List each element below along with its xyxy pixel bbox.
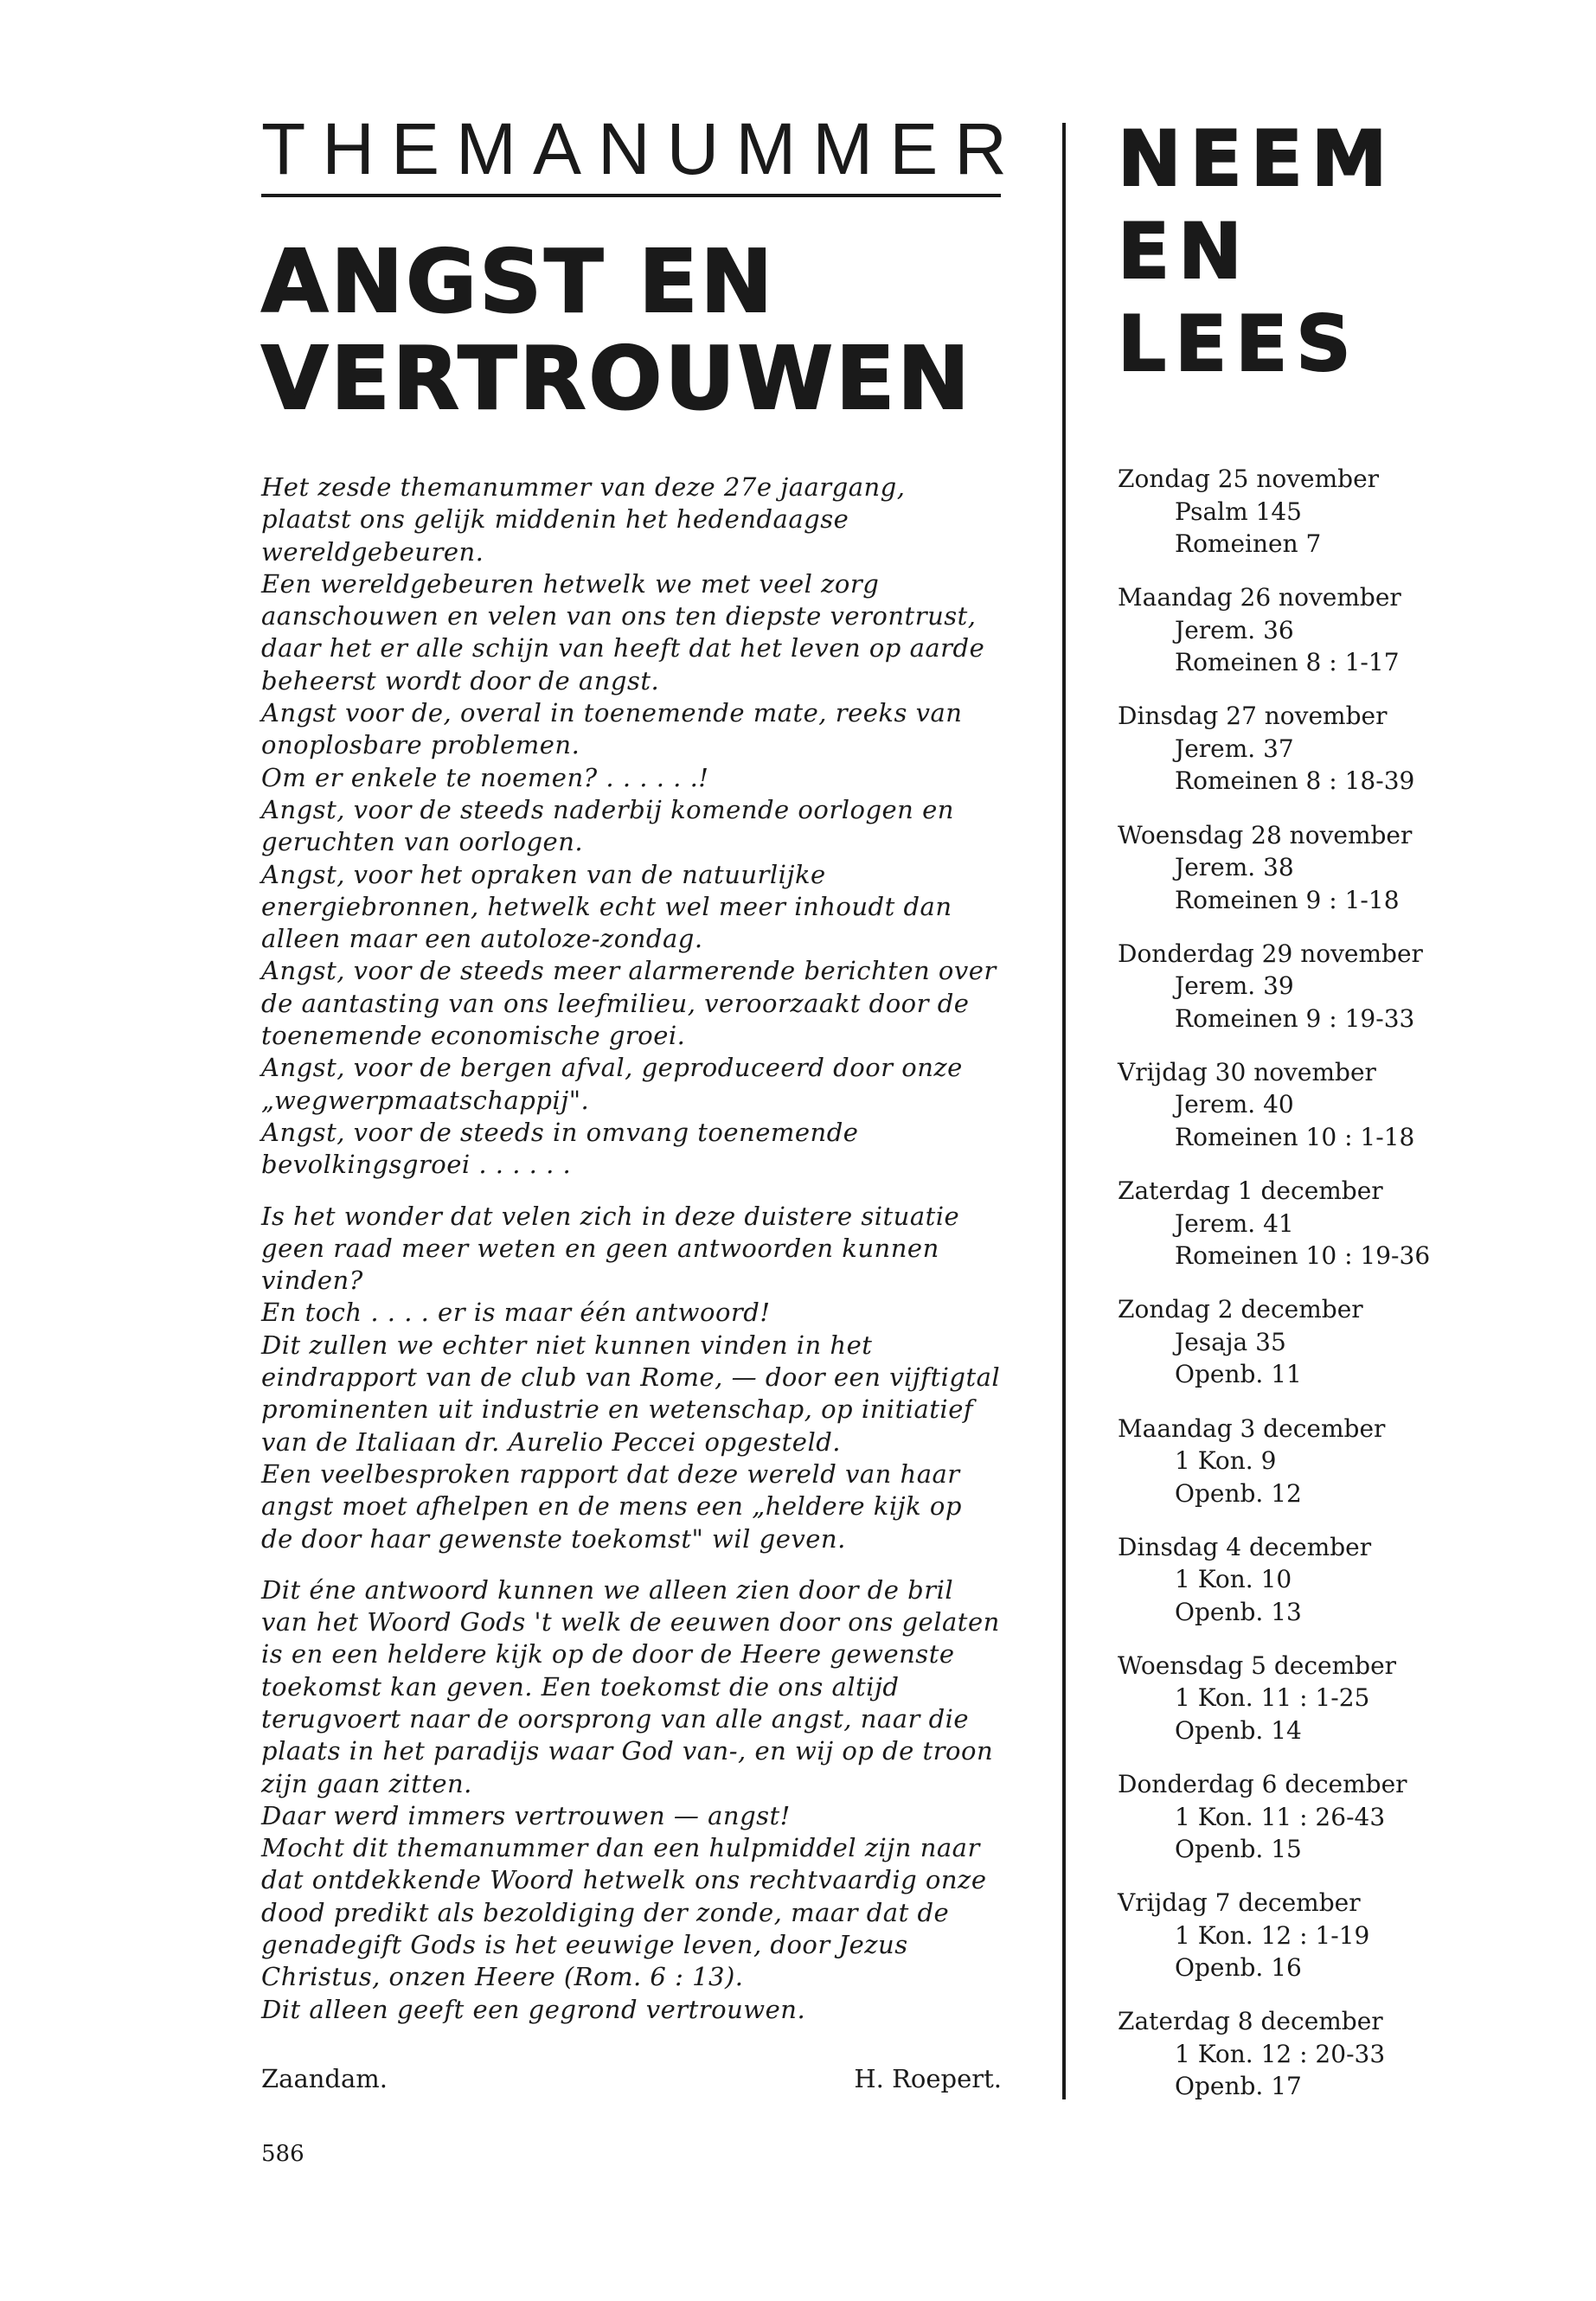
reading-reference: 1 Kon. 12 : 20-33 xyxy=(1175,2039,1386,2068)
reading-day xyxy=(1118,463,1567,581)
paragraph: Angst, voor de bergen afval, geproduceerd door onze „wegwerpmaatschappij". xyxy=(261,1053,963,1115)
reading-date: Zaterdag 8 december xyxy=(1118,2007,1383,2036)
reading-reference: 1 Kon. 12 : 1-19 xyxy=(1175,1920,1370,1950)
author: H. Roepert. xyxy=(854,2064,1002,2093)
reading-reference: Jerem. 38 xyxy=(1175,853,1294,882)
reading-date: Vrijdag 30 november xyxy=(1118,1057,1376,1086)
place: Zaandam. xyxy=(261,2064,388,2093)
paragraph: Angst, voor de steeds meer alarmerende berichten over de aantasting van ons leefmilieu, veroorzaakt door de toenemende economische groei. xyxy=(261,956,997,1051)
reading-date: Zaterdag 1 december xyxy=(1118,1176,1383,1206)
paragraph: Angst voor de, overal in toenemende mate, reeks van onoplosbare problemen. xyxy=(261,698,963,760)
reading-date: Maandag 3 december xyxy=(1118,1413,1386,1443)
reading-reference: Openb. 13 xyxy=(1175,1597,1302,1626)
reading-reference: Jerem. 37 xyxy=(1175,734,1294,763)
reading-reference: 1 Kon. 11 : 1-25 xyxy=(1175,1683,1370,1713)
reading-date: Maandag 26 november xyxy=(1118,583,1401,612)
sidebar-title xyxy=(1118,112,1567,390)
reading-reference: 1 Kon. 11 : 26-43 xyxy=(1175,1802,1386,1831)
sidebar-title-line: EN xyxy=(1118,207,1251,296)
reading-day xyxy=(1118,700,1567,818)
reading-reference: 1 Kon. 10 xyxy=(1175,1565,1292,1594)
reading-day xyxy=(1118,1413,1567,1531)
reading-reference: Jerem. 40 xyxy=(1175,1090,1294,1119)
sidebar-title-line: LEES xyxy=(1118,299,1360,388)
reading-day xyxy=(1118,1293,1567,1412)
reading-date: Zondag 25 november xyxy=(1118,465,1380,493)
reading-day xyxy=(1118,1175,1567,1293)
paragraph: En toch . . . . er is maar één antwoord! xyxy=(261,1298,771,1328)
sidebar-title-line: NEEM xyxy=(1118,114,1396,203)
paragraph: Angst, voor de steeds naderbij komende oorlogen en geruchten van oorlogen. xyxy=(261,794,954,857)
paragraph: Om er enkele te noemen? . . . . . .! xyxy=(261,762,709,792)
reading-date: Woensdag 28 november xyxy=(1118,820,1413,849)
reading-reference: Jerem. 39 xyxy=(1175,971,1294,1001)
paragraph: Daar werd immers vertrouwen — angst! xyxy=(261,1800,791,1830)
paragraph: Mocht dit themanummer dan een hulpmiddel zijn naar dat ontdekkende Woord hetwelk ons rechtvaardig onze dood predikt als bezoldiging der zonde, maar dat de genadegift Gods is het eeuwige leven, door Jezus Christus, onzen Heere (Rom. 6 : 13). xyxy=(261,1833,987,1992)
reading-reference: Jerem. 36 xyxy=(1175,615,1294,644)
headline xyxy=(261,231,1022,429)
headline-line: VERTROUWEN xyxy=(261,328,972,429)
reading-reference: Romeinen 7 xyxy=(1175,529,1322,558)
reading-day xyxy=(1118,1650,1567,1768)
reading-date: Woensdag 5 december xyxy=(1118,1650,1397,1680)
paragraph: Een veelbesproken rapport dat deze wereld van haar angst moet afhelpen en de mens een „heldere kijk op de door haar gewenste toekomst" wil geven. xyxy=(261,1458,962,1554)
reading-reference: Jesaja 35 xyxy=(1175,1327,1286,1356)
reading-day xyxy=(1118,819,1567,938)
reading-reference: Romeinen 9 : 19-33 xyxy=(1175,1003,1415,1033)
reading-day xyxy=(1118,581,1567,700)
column-divider xyxy=(1062,123,1066,2099)
reading-reference: Romeinen 9 : 1-18 xyxy=(1175,885,1400,914)
headline-line: ANGST EN xyxy=(261,231,776,332)
reading-day xyxy=(1118,1531,1567,1650)
reading-reference: Psalm 145 xyxy=(1175,497,1302,526)
reading-reference: Openb. 16 xyxy=(1175,1953,1302,1983)
reading-date: Vrijdag 7 december xyxy=(1118,1888,1361,1918)
reading-reference: Romeinen 8 : 18-39 xyxy=(1175,766,1415,796)
reading-date: Donderdag 29 november xyxy=(1118,939,1423,968)
paragraph: Dit éne antwoord kunnen we alleen zien door de bril van het Woord Gods 't welk de eeuwen door ons gelaten is en een heldere kijk op de door de Heere gewenste toekomst kan geven. Een toekomst die ons altijd terugvoert naar de oorsprong van alle angst, naar die plaats in het paradijs waar God van-, en wij op de troon zijn gaan zitten. xyxy=(261,1574,1000,1798)
reading-date: Donderdag 6 december xyxy=(1118,1770,1407,1799)
reading-reference: Openb. 17 xyxy=(1175,2072,1302,2101)
reading-reference: Romeinen 10 : 19-36 xyxy=(1175,1241,1431,1271)
reading-reference: Openb. 14 xyxy=(1175,1715,1302,1745)
reading-day xyxy=(1118,938,1567,1056)
kicker-rule xyxy=(261,194,1001,197)
reading-reference: Romeinen 8 : 1-17 xyxy=(1175,648,1400,677)
paragraph: Een wereldgebeuren hetwelk we met veel zorg aanschouwen en velen van ons ten diepste verontrust, daar het er alle schijn van heeft dat het leven op aarde beheerst wordt door de angst. xyxy=(261,568,985,695)
paragraph: Het zesde themanummer van deze 27e jaargang, plaatst ons gelijk middenin het hedendaagse wereldgebeuren. xyxy=(261,472,906,567)
reading-day xyxy=(1118,1056,1567,1175)
reading-reference: Openb. 12 xyxy=(1175,1478,1302,1508)
paragraph: Is het wonder dat velen zich in deze duistere situatie geen raad meer weten en geen antwoorden kunnen vinden? xyxy=(261,1201,960,1296)
reading-reference: 1 Kon. 9 xyxy=(1175,1446,1277,1475)
reading-date: Zondag 2 december xyxy=(1118,1295,1363,1324)
reading-list xyxy=(1118,463,1567,2125)
reading-day xyxy=(1118,2005,1567,2124)
reading-date: Dinsdag 27 november xyxy=(1118,702,1388,731)
paragraph: Angst, voor het opraken van de natuurlijke energiebronnen, hetwelk echt wel meer inhoudt dan alleen maar een autoloze-zondag. xyxy=(261,859,952,954)
reading-reference: Openb. 15 xyxy=(1175,1835,1302,1864)
reading-day xyxy=(1118,1887,1567,2005)
page-number: 586 xyxy=(261,2141,304,2167)
reading-date: Dinsdag 4 december xyxy=(1118,1532,1372,1561)
reading-day xyxy=(1118,1768,1567,1887)
article-body xyxy=(261,471,1002,2026)
paragraph: Angst, voor de steeds in omvang toenemende bevolkingsgroei . . . . . . xyxy=(261,1117,859,1180)
reading-reference: Jerem. 41 xyxy=(1175,1208,1294,1238)
paragraph: Dit alleen geeft een gegrond vertrouwen. xyxy=(261,1994,806,2024)
kicker: THEMANUMMER xyxy=(261,108,1023,189)
signature-line xyxy=(261,2063,1002,2095)
reading-reference: Openb. 11 xyxy=(1175,1360,1302,1389)
paragraph: Dit zullen we echter niet kunnen vinden in het eindrapport van de club van Rome, — door een vijftigtal prominenten uit industrie en wetenschap, op initiatief van de Italiaan dr. Aurelio Peccei opgesteld. xyxy=(261,1330,1001,1457)
reading-reference: Romeinen 10 : 1-18 xyxy=(1175,1122,1415,1151)
